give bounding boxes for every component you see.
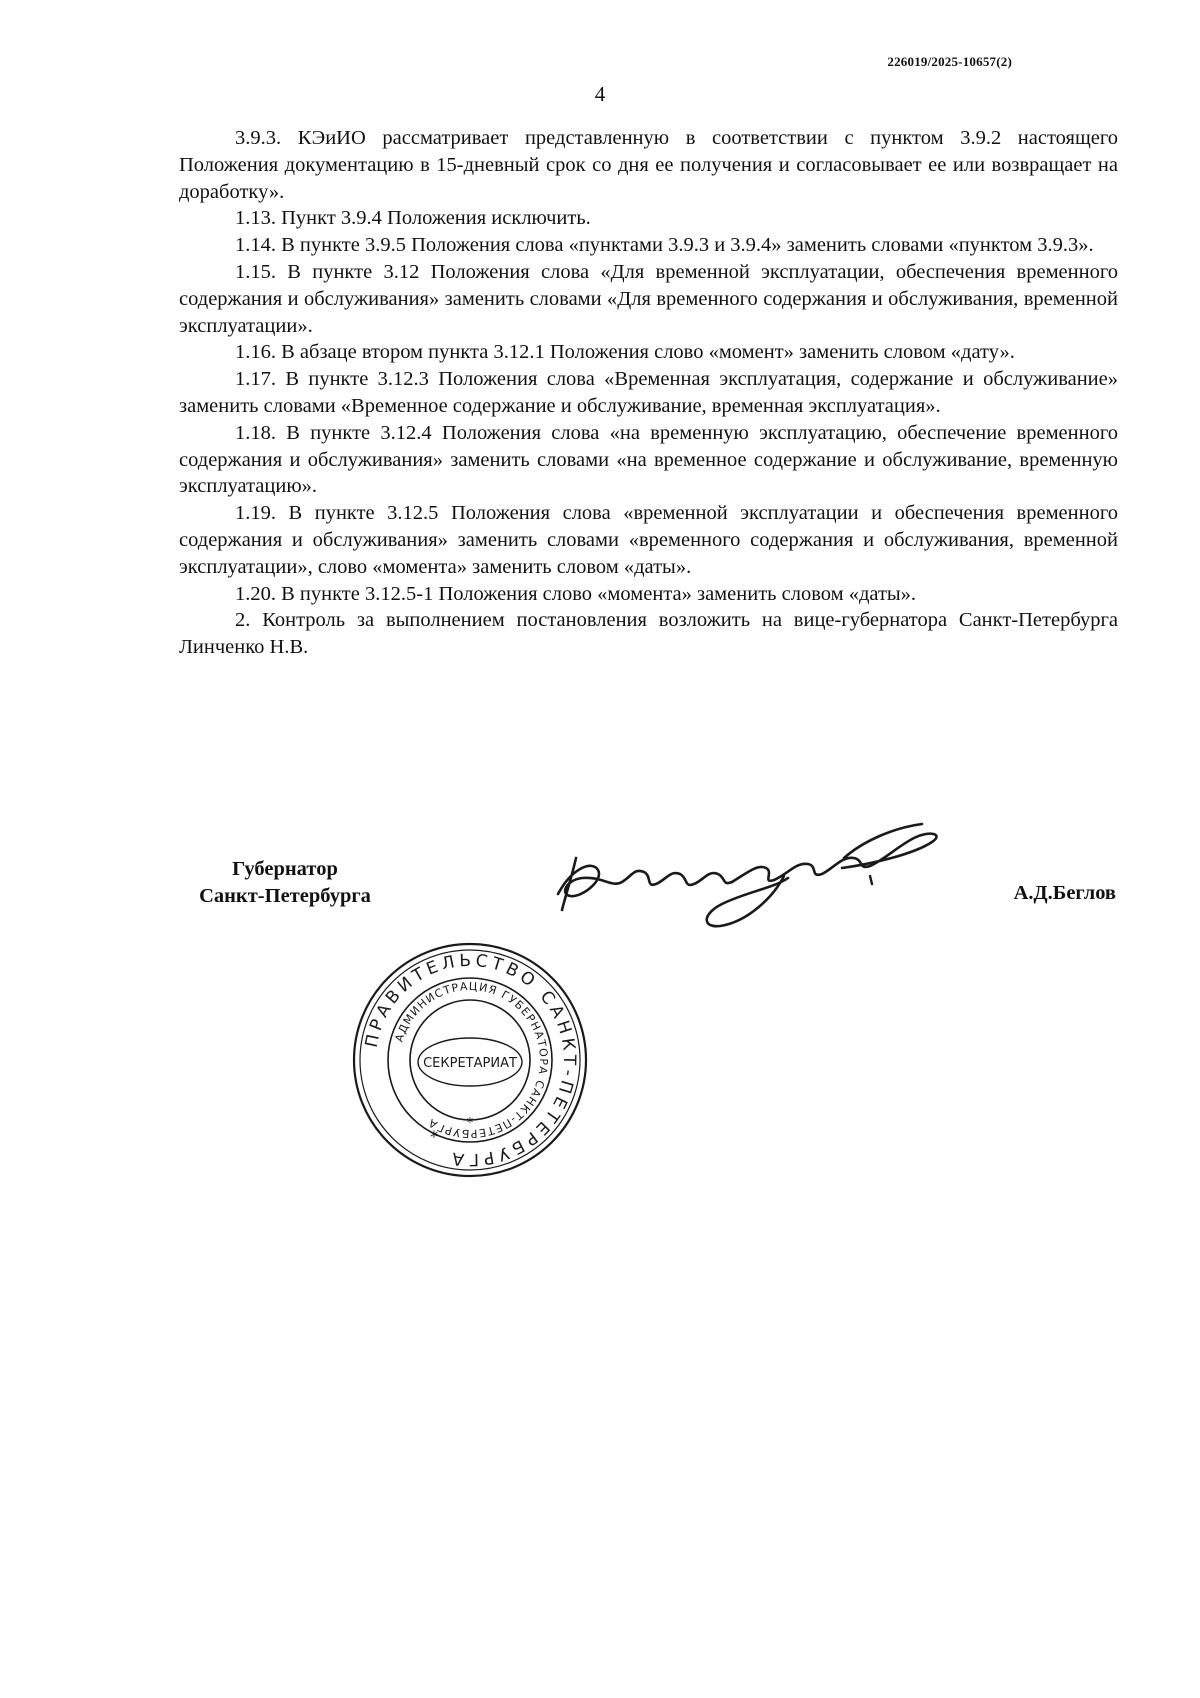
paragraph-2-control: 2. Контроль за выполнением постановления возложить на вице-губернатора Санкт-Петербурга Линченко Н.В. xyxy=(179,609,1118,659)
paragraph-1-20: 1.20. В пункте 3.12.5-1 Положения слово «момента» заменить словом «даты». xyxy=(235,582,917,605)
paragraph-1-16: 1.16. В абзаце втором пункта 3.12.1 Положения слово «момент» заменить словом «дату». xyxy=(235,341,1015,364)
paragraph-1-13: 1.13. Пункт 3.9.4 Положения исключить. xyxy=(235,207,591,230)
signer-name: А.Д.Беглов xyxy=(1013,882,1116,904)
seal-star-inner: * xyxy=(466,1116,474,1131)
seal-star-left: * xyxy=(430,1127,438,1146)
official-seal xyxy=(350,940,590,1180)
document-registration-number: 226019/2025-10657(2) xyxy=(887,54,1012,69)
seal-inner-text: АДМИНИСТРАЦИЯ ГУБЕРНАТОРА САНКТ-ПЕТЕРБУРГА xyxy=(392,979,551,1141)
paragraph-1-15: 1.15. В пункте 3.12 Положения слова «Для временной эксплуатации, обеспечения временного содержания и обслуживания» заменить словами «Для временного содержания и обслуживания, временной эксплуатации». xyxy=(179,260,1118,337)
signer-title-line-2: Санкт-Петербурга xyxy=(199,885,371,907)
signer-title xyxy=(179,856,391,910)
paragraph-1-18: 1.18. В пункте 3.12.4 Положения слова «на временную эксплуатацию, обеспечение временного содержания и обслуживания» заменить словами «на временное содержание и обслуживание, временную эксплуатацию». xyxy=(179,421,1118,498)
seal-outer-text: ПРАВИТЕЛЬСТВО САНКТ-ПЕТЕРБУРГА xyxy=(361,950,580,1170)
seal-center-text: СЕКРЕТАРИАТ xyxy=(423,1056,517,1071)
signer-title-line-1: Губернатор xyxy=(232,858,338,880)
document-body xyxy=(179,125,1118,661)
paragraph-3-9-3: 3.9.3. КЭиИО рассматривает представленную в соответствии с пунктом 3.9.2 настоящего Положения документацию в 15-дневный срок со дня ее получения и согласовывает ее или возвращает на доработку». xyxy=(179,127,1118,203)
paragraph-1-17: 1.17. В пункте 3.12.3 Положения слова «Временная эксплуатация, содержание и обслуживание» заменить словами «Временное содержание и обслуживание, временная эксплуатация». xyxy=(179,368,1118,417)
paragraph-1-19: 1.19. В пункте 3.12.5 Положения слова «временной эксплуатации и обеспечения временного содержания и обслуживания» заменить словами «временного содержания и обслуживания, временной эксплуатации», слово «момента» заменить словом «даты». xyxy=(179,502,1118,578)
page-number: 4 xyxy=(594,82,606,106)
paragraph-1-14: 1.14. В пункте 3.9.5 Положения слова «пунктами 3.9.3 и 3.9.4» заменить словами «пунктом 3.9.3». xyxy=(235,234,1094,257)
handwritten-signature xyxy=(552,798,952,930)
